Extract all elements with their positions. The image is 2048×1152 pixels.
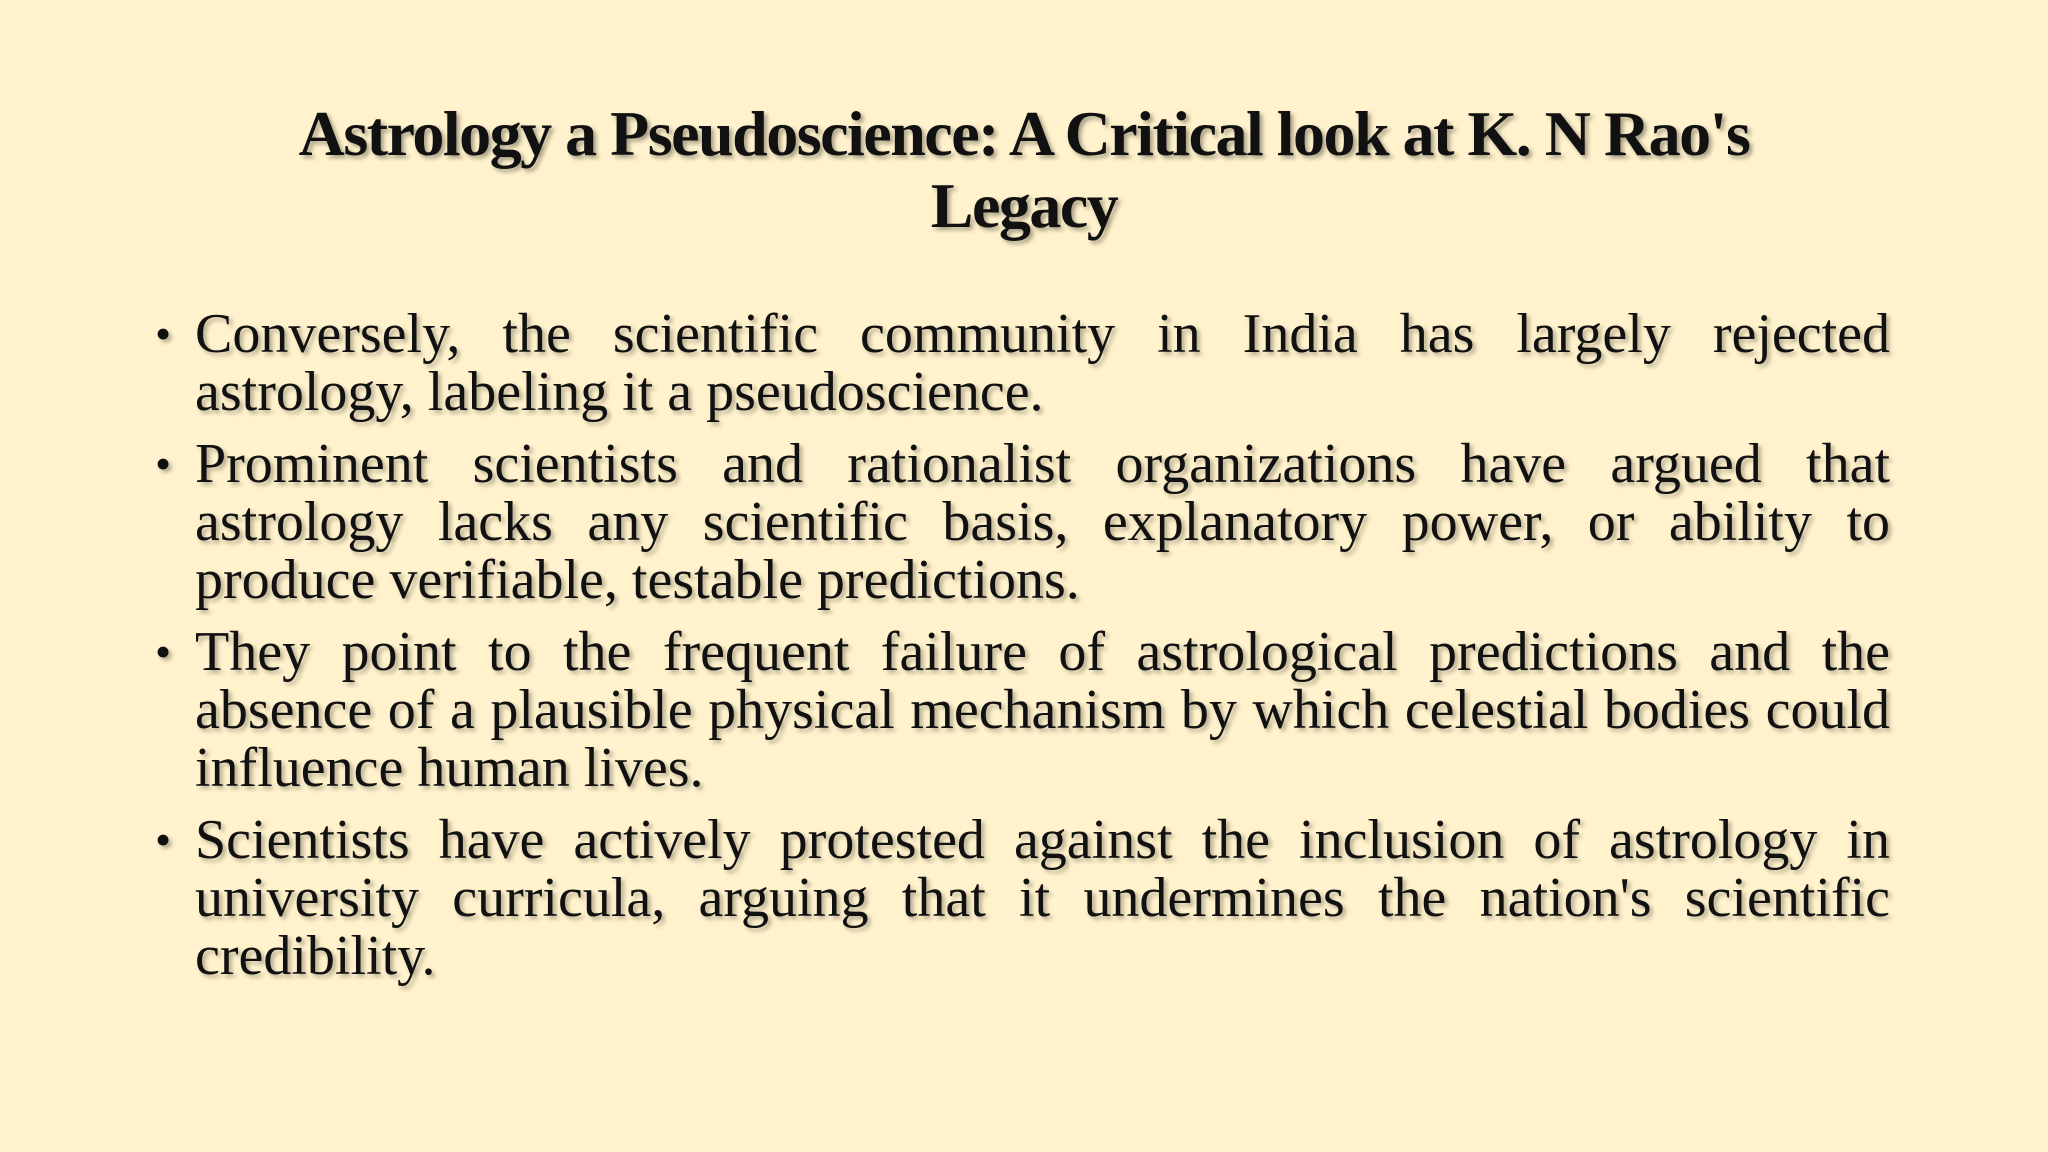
- bullet-text: Conversely, the scientific community in India has largely rejected astrology, labeling it a pseudoscience.: [195, 303, 1890, 423]
- slide-title: Astrology a Pseudoscience: A Critical look at K. N Rao's Legacy: [298, 98, 1750, 241]
- bullet-marker: •: [155, 308, 172, 359]
- bullet-marker: •: [155, 814, 172, 865]
- bullet-text: Scientists have actively protested against the inclusion of astrology in university curricula, arguing that it undermines the nation's scientific credibility.: [195, 809, 1890, 987]
- bullet-text: Prominent scientists and rationalist organizations have argued that astrology lacks any scientific basis, explanatory power, or ability to produce verifiable, testable predictions.: [195, 433, 1890, 611]
- bullet-item: [155, 435, 1890, 609]
- bullet-marker: •: [155, 626, 172, 677]
- bullet-item: [155, 811, 1890, 985]
- bullet-list: [155, 305, 1890, 999]
- bullet-marker: •: [155, 438, 172, 489]
- bullet-item: [155, 305, 1890, 421]
- bullet-text: They point to the frequent failure of astrological predictions and the absence of a plausible physical mechanism by which celestial bodies could influence human lives.: [195, 621, 1890, 799]
- bullet-item: [155, 623, 1890, 797]
